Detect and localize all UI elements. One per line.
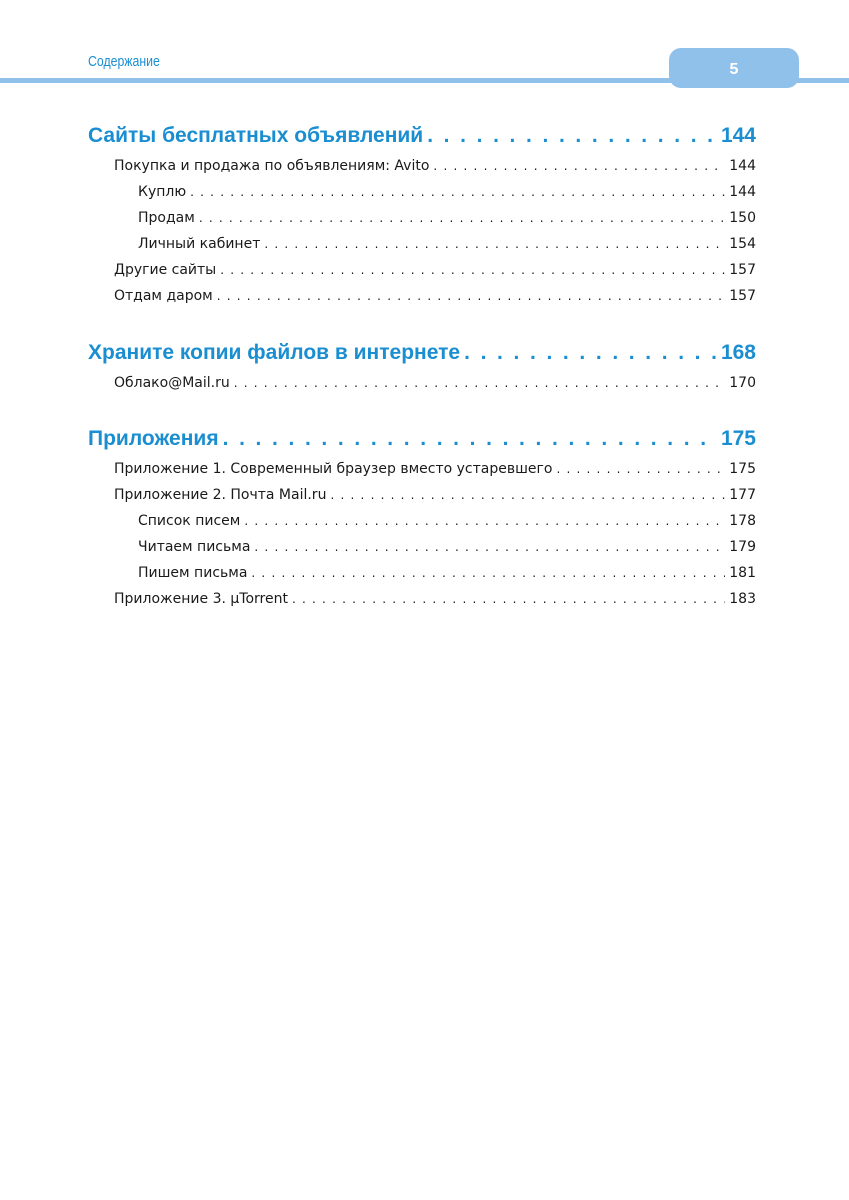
dot-leader — [220, 263, 725, 277]
entry-label: Приложение 2. Почта Mail.ru — [114, 486, 327, 503]
page-number-tab — [669, 48, 799, 88]
entry-page: 177 — [729, 486, 756, 503]
entry-label: Облако@Mail.ru — [114, 374, 230, 391]
entry-label: Список писем — [138, 512, 241, 529]
entry-label: Отдам даром — [114, 288, 213, 305]
entry-page: 175 — [729, 460, 756, 477]
dot-leader — [556, 462, 725, 476]
toc-entry[interactable] — [88, 461, 756, 487]
dot-leader — [251, 566, 725, 580]
toc-entry[interactable] — [88, 539, 756, 565]
chapter-page: 144 — [720, 124, 756, 147]
toc-entry[interactable] — [88, 487, 756, 513]
toc-entry[interactable] — [88, 210, 756, 236]
toc-chapter[interactable] — [88, 427, 756, 457]
page-number: 5 — [729, 61, 739, 78]
entry-page: 181 — [729, 565, 756, 582]
dot-leader — [254, 540, 725, 554]
toc-entry[interactable] — [88, 262, 756, 288]
entry-page: 178 — [729, 512, 756, 529]
chapter-page: 168 — [720, 340, 756, 364]
toc-chapter[interactable] — [88, 341, 756, 371]
toc-entry[interactable] — [88, 184, 756, 210]
dot-leader — [292, 592, 725, 606]
dot-leader — [464, 341, 717, 365]
dot-leader — [264, 237, 725, 251]
entry-label: Приложение 1. Современный браузер вместо устаревшего — [114, 460, 553, 477]
entry-page: 157 — [729, 288, 756, 305]
entry-page: 157 — [729, 262, 756, 279]
running-header-title: Содержание — [88, 53, 160, 70]
dot-leader — [427, 124, 717, 148]
entry-label: Приложение 3. µTorrent — [114, 591, 288, 608]
dot-leader — [234, 376, 726, 390]
toc-chapter[interactable] — [88, 124, 756, 154]
chapter-title: Приложения — [88, 426, 219, 450]
toc-entry[interactable] — [88, 565, 756, 591]
toc-entry[interactable] — [88, 375, 756, 401]
entry-label: Читаем письма — [138, 538, 251, 555]
toc-entry[interactable] — [88, 236, 756, 262]
chapter-title: Сайты бесплатных объявлений — [88, 124, 424, 147]
toc-entry[interactable] — [88, 513, 756, 539]
entry-label: Покупка и продажа по объявлениям: Avito — [114, 158, 430, 174]
entry-page: 179 — [729, 538, 756, 555]
toc-entry[interactable] — [88, 591, 756, 617]
dot-leader — [433, 159, 725, 173]
toc-entry[interactable] — [88, 158, 756, 184]
entry-label: Продам — [138, 210, 195, 227]
chapter-page: 175 — [720, 426, 756, 450]
dot-leader — [223, 427, 717, 451]
table-of-contents — [88, 124, 756, 617]
entry-label: Пишем письма — [138, 565, 248, 582]
dot-leader — [217, 289, 726, 303]
dot-leader — [199, 211, 725, 225]
entry-label: Другие сайты — [114, 262, 217, 279]
chapter-title: Храните копии файлов в интернете — [88, 340, 461, 364]
entry-page: 144 — [729, 184, 756, 201]
toc-entry[interactable] — [88, 288, 756, 314]
dot-leader — [330, 488, 725, 502]
dot-leader — [244, 514, 725, 528]
entry-page: 154 — [729, 236, 756, 253]
dot-leader — [190, 185, 725, 199]
entry-page: 183 — [729, 591, 756, 608]
entry-label: Личный кабинет — [138, 236, 261, 253]
entry-page: 170 — [729, 374, 756, 391]
entry-label: Куплю — [138, 184, 187, 201]
entry-page: 150 — [729, 210, 756, 227]
entry-page: 144 — [729, 158, 756, 174]
